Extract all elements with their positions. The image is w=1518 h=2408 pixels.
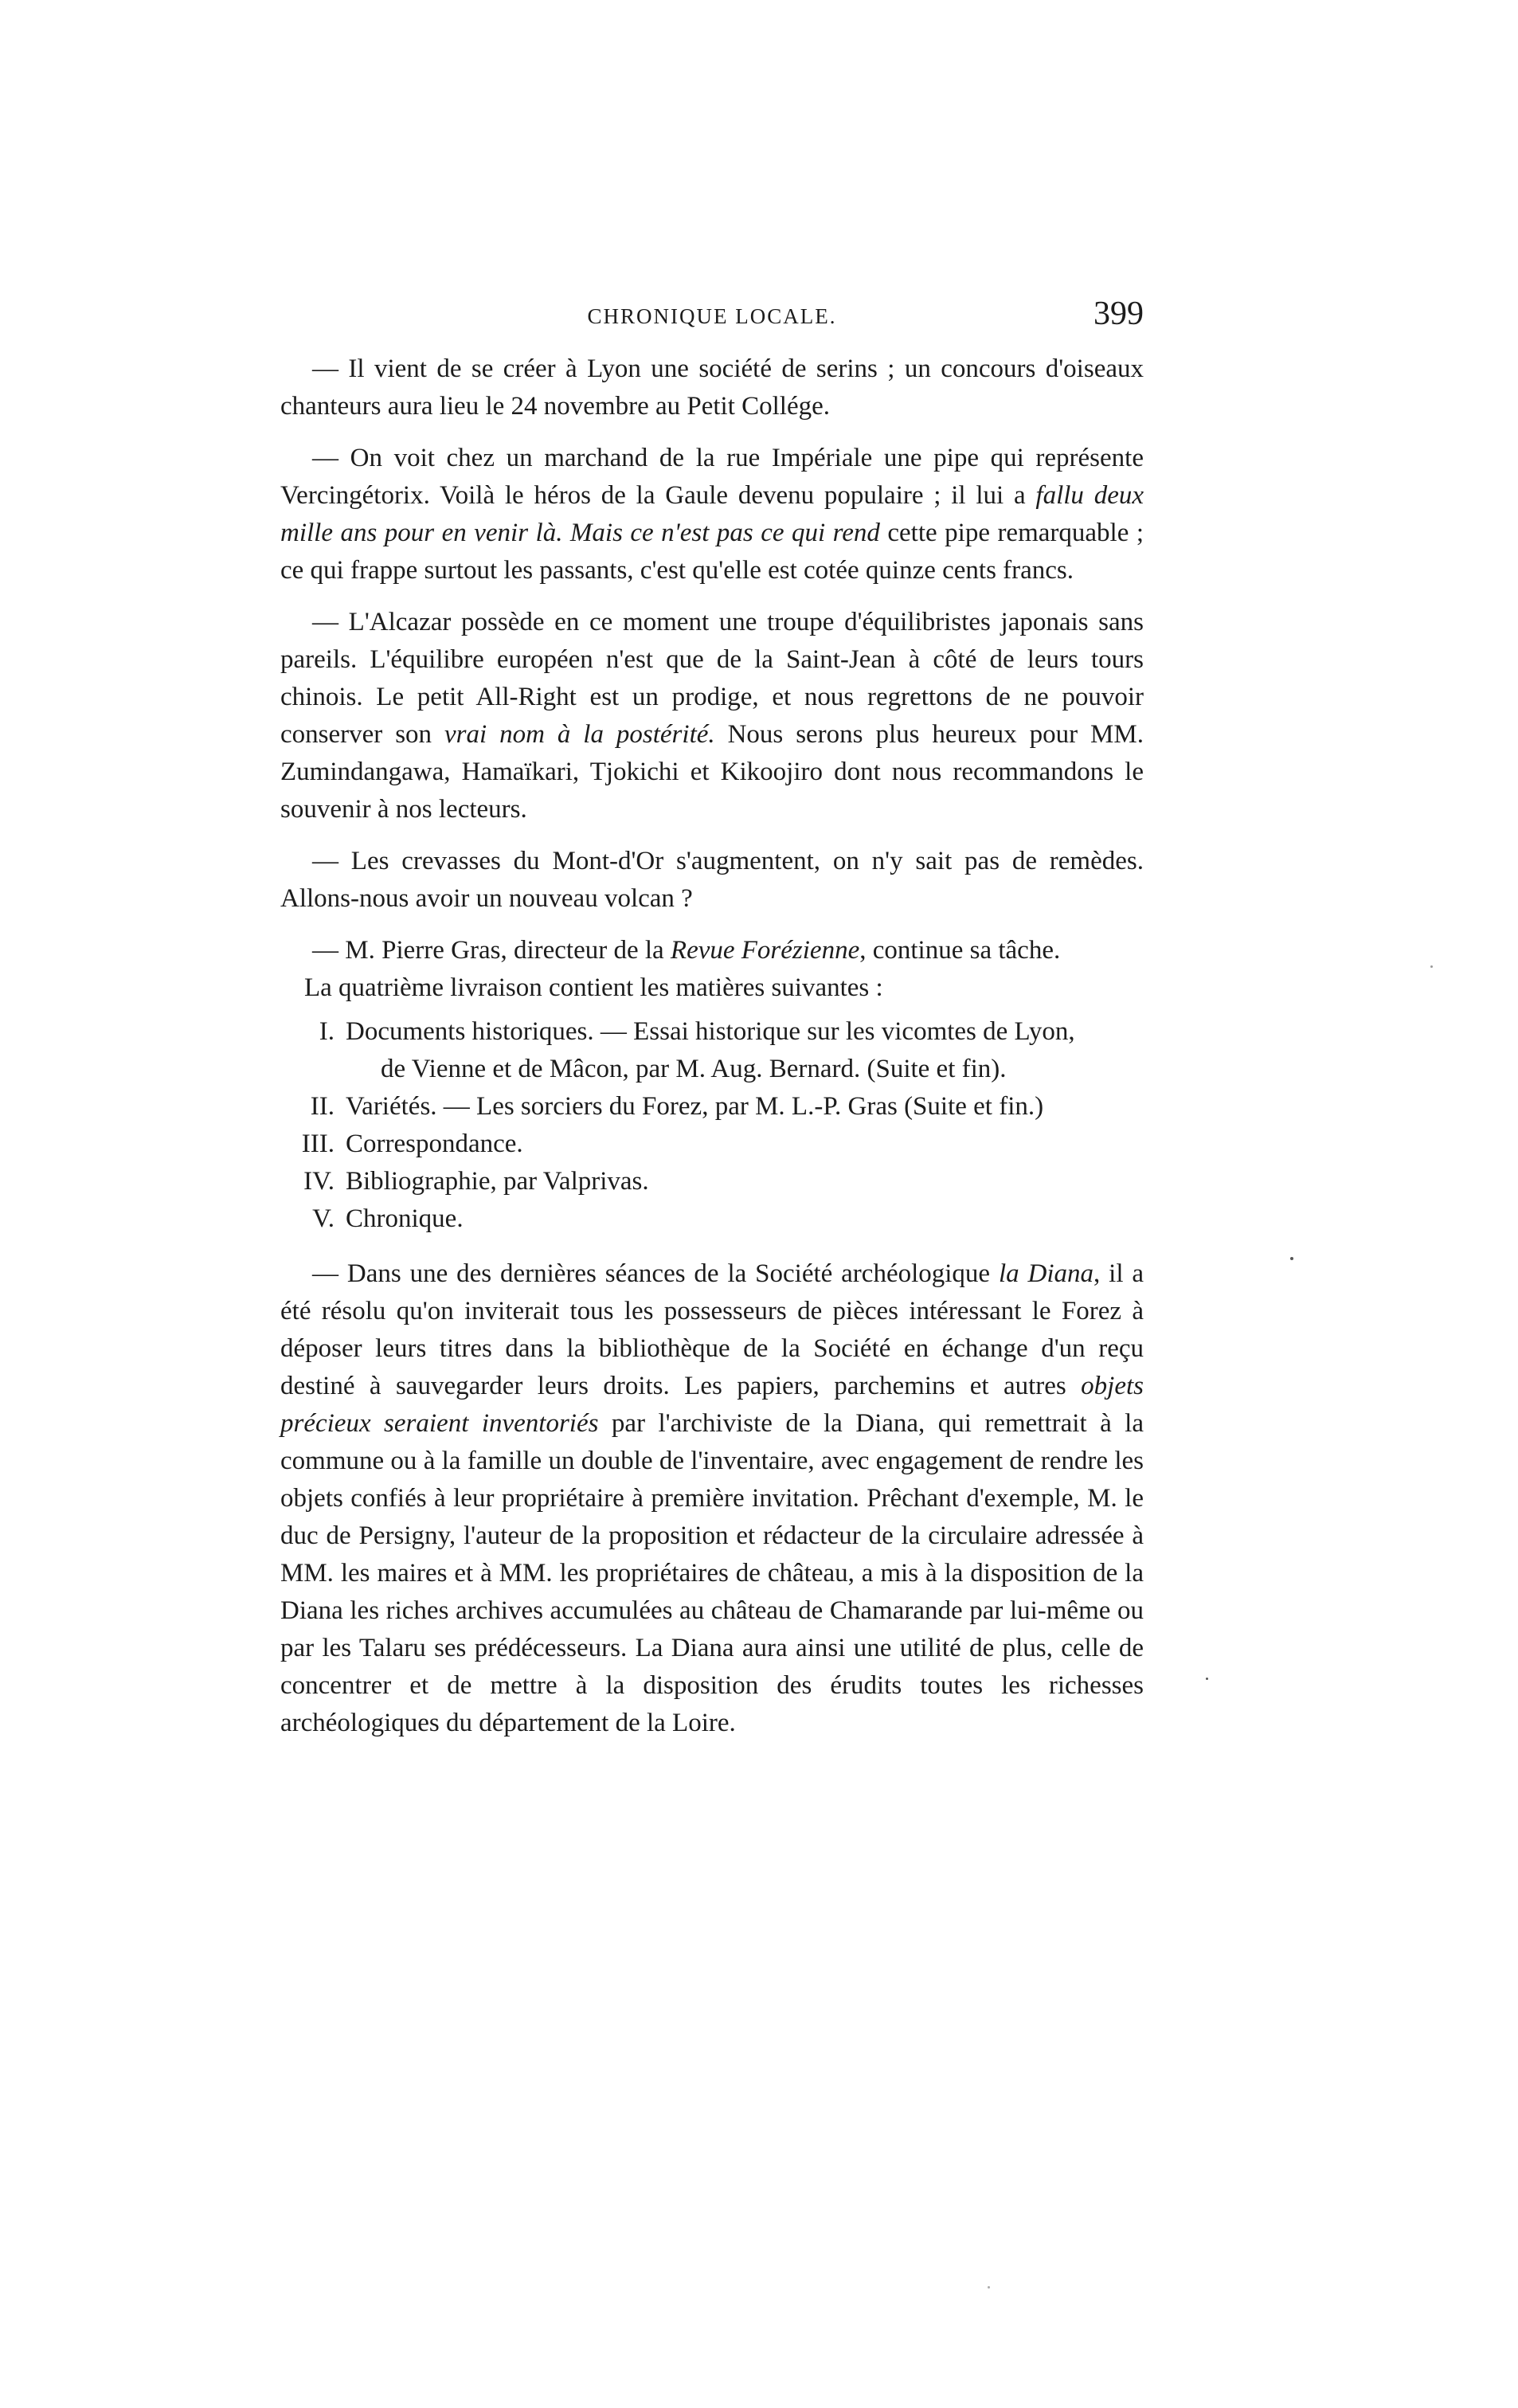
contents-item xyxy=(280,1088,1144,1126)
contents-item xyxy=(280,1013,1144,1088)
scan-speck xyxy=(1206,1678,1208,1680)
page-number: 399 xyxy=(1094,296,1144,332)
scan-speck xyxy=(1290,1257,1293,1260)
scan-speck xyxy=(988,2286,990,2289)
paragraph-mont-dor xyxy=(280,843,1144,918)
paragraph-revue-forezienne xyxy=(280,932,1144,969)
contents-item xyxy=(280,1126,1144,1163)
paragraph-text: cette pipe remarquable ; ce qui frappe surtout les passants, c'est qu'elle est cotée quinze cents francs. xyxy=(280,519,1144,585)
contents-intro: La quatrième livraison contient les matières suivantes : xyxy=(304,973,883,1002)
paragraph-text: — Les crevasses du Mont-d'Or s'augmentent, on n'y sait pas de remèdes. Allons-nous avoir un nouveau volcan ? xyxy=(280,847,1144,913)
paragraph-text: — On voit chez un marchand de la rue Impériale une pipe qui représente Vercingétorix. Voilà le héros de la Gaule devenu populaire ; il lui a xyxy=(280,444,1144,510)
paragraph-text: — L'Alcazar possède en ce moment une troupe d'équilibristes japonais sans pareils. L'équilibre européen n'est que de la Saint-Jean à côté de leurs tours chinois. Le petit All-Right est un prodige, et nous regrettons de ne pouvoir conserver son xyxy=(280,608,1144,749)
contents-item-number: II. xyxy=(310,1092,335,1121)
society-name: la Diana xyxy=(998,1259,1094,1288)
paragraph-text: , il a été résolu qu'on inviterait tous les possesseurs de pièces intéressant le Forez à déposer leurs titres dans la bibliothèque de la Société en échange d'un reçu destiné à sauvegarder leurs droits. Les papiers, parchemins et autres xyxy=(280,1259,1144,1400)
contents-item-number: IV. xyxy=(303,1167,335,1196)
paragraph-diana xyxy=(280,1255,1144,1742)
contents-item-text: Chronique. xyxy=(346,1204,464,1233)
journal-title: Revue Forézienne xyxy=(670,936,860,965)
paragraph-text: — Dans une des dernières séances de la Société archéologique xyxy=(312,1259,999,1288)
paragraph-text: , continue sa tâche. xyxy=(859,936,1061,965)
paragraph-italic-text: fallu deux mille ans pour en venir là. Mais ce n'est pas ce qui rend xyxy=(280,481,1144,547)
contents-item-number: V. xyxy=(312,1204,335,1233)
contents-item-number: I. xyxy=(319,1017,335,1046)
scan-speck xyxy=(1430,965,1433,968)
paragraph-text: Nous serons plus heureux pour MM. Zumindangawa, Hamaïkari, Tjokichi et Kikoojiro dont nous recommandons le souvenir à nos lecteurs. xyxy=(280,720,1144,824)
paragraph-text: — M. Pierre Gras, directeur de la xyxy=(312,936,671,965)
contents-item xyxy=(280,1163,1144,1200)
contents-item-text: Bibliographie, par Valprivas. xyxy=(346,1167,649,1196)
paragraph-vercingetorix-pipe xyxy=(280,440,1144,589)
contents-item-continuation: de Vienne et de Mâcon, par M. Aug. Bernard. (Suite et fin). xyxy=(381,1055,1007,1083)
text-block xyxy=(280,350,1144,1756)
paragraph-text: — Il vient de se créer à Lyon une société de serins ; un concours d'oiseaux chanteurs aura lieu le 24 novembre au Petit Collége. xyxy=(280,354,1144,421)
paragraph-alcazar xyxy=(280,604,1144,828)
contents-item-text: Correspondance. xyxy=(346,1130,523,1158)
paragraph-serins xyxy=(280,350,1144,425)
paragraph-text: par l'archiviste de la Diana, qui remettrait à la commune ou à la famille un double de l'inventaire, avec engagement de rendre les objets confiés à leur propriétaire à première invitation. Prêchant d'exemple, M. le duc de Persigny, l'auteur de la proposition et rédacteur de la circulaire adressée à MM. les maires et à MM. les propriétaires de château, a mis à la disposition de la Diana les riches archives accumulées au château de Chamarande par lui-même ou par les Talaru ses prédécesseurs. La Diana aura ainsi une utilité de plus, celle de concentrer et de mettre à la disposition des érudits toutes les richesses archéologiques du département de la Loire. xyxy=(280,1409,1144,1737)
contents-item-text: Variétés. — Les sorciers du Forez, par M. L.-P. Gras (Suite et fin.) xyxy=(346,1092,1044,1121)
contents-item-text: Documents historiques. — Essai historique sur les vicomtes de Lyon, xyxy=(346,1017,1075,1046)
running-head xyxy=(280,295,1144,343)
paragraph-italic-text: objets précieux seraient inventoriés xyxy=(280,1372,1144,1438)
paragraph-italic-text: vrai nom à la postérité. xyxy=(444,720,715,749)
running-title: CHRONIQUE LOCALE. xyxy=(587,304,837,328)
contents-item-number: III. xyxy=(301,1130,335,1158)
contents-list xyxy=(280,1013,1144,1238)
contents-item xyxy=(280,1200,1144,1238)
